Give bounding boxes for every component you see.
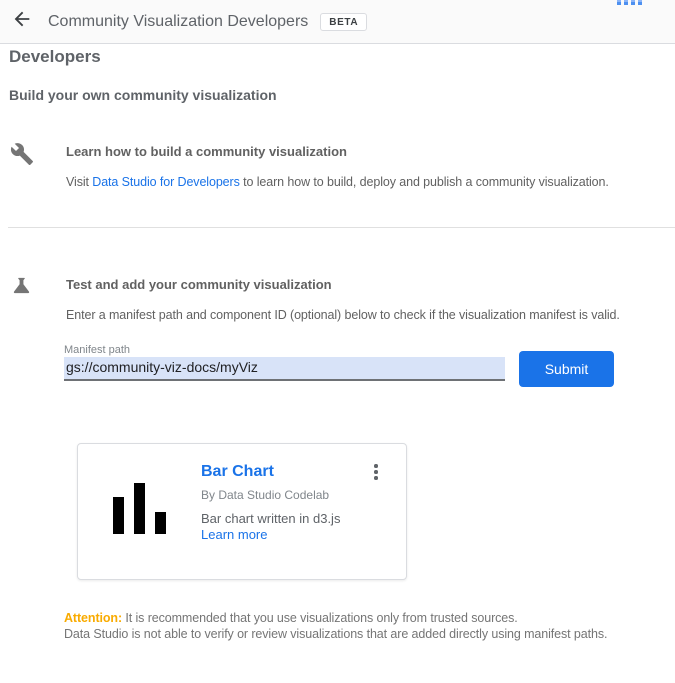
beta-badge: BETA	[320, 13, 367, 31]
card-description: Bar chart written in d3.js	[201, 511, 341, 526]
google-apps-grid-icon[interactable]	[617, 0, 642, 5]
data-studio-developers-link[interactable]: Data Studio for Developers	[92, 175, 240, 189]
page-title: Developers	[9, 47, 101, 66]
learn-more-link[interactable]: Learn more	[201, 527, 268, 542]
learn-body-suffix: to learn how to build, deploy and publish a community visualization.	[239, 175, 609, 189]
flask-icon	[10, 274, 33, 302]
test-section-heading: Test and add your community visualization	[66, 277, 332, 292]
page-header-title: Community Visualization Developers	[48, 12, 309, 30]
test-section-body: Enter a manifest path and component ID (optional) below to check if the visualization manifest is valid.	[66, 308, 620, 322]
submit-button[interactable]: Submit	[519, 351, 614, 387]
arrow-left-icon	[11, 8, 33, 35]
manifest-path-label: Manifest path	[64, 344, 131, 356]
page-subtitle: Build your own community visualization	[9, 87, 277, 103]
card-title-link[interactable]: Bar Chart	[201, 463, 274, 480]
card-menu-button[interactable]	[367, 461, 385, 483]
attention-label: Attention:	[64, 611, 123, 625]
card-author: By Data Studio Codelab	[201, 488, 330, 502]
section-divider	[8, 227, 675, 228]
learn-section-body	[66, 175, 609, 189]
manifest-path-input[interactable]	[64, 357, 505, 381]
attention-line1: It is recommended that you use visualizations only from trusted sources.	[122, 611, 518, 625]
learn-body-prefix: Visit	[66, 175, 93, 189]
learn-section-heading: Learn how to build a community visualization	[66, 144, 347, 159]
back-button[interactable]	[10, 10, 34, 34]
wrench-icon	[10, 142, 34, 171]
attention-line2: Data Studio is not able to verify or review visualizations that are added directly using manifest paths.	[64, 626, 608, 641]
attention-notice	[64, 611, 607, 642]
visualization-card	[77, 443, 407, 580]
bar-chart-icon	[113, 482, 168, 534]
kebab-menu-icon	[374, 464, 378, 480]
app-header	[0, 0, 675, 44]
